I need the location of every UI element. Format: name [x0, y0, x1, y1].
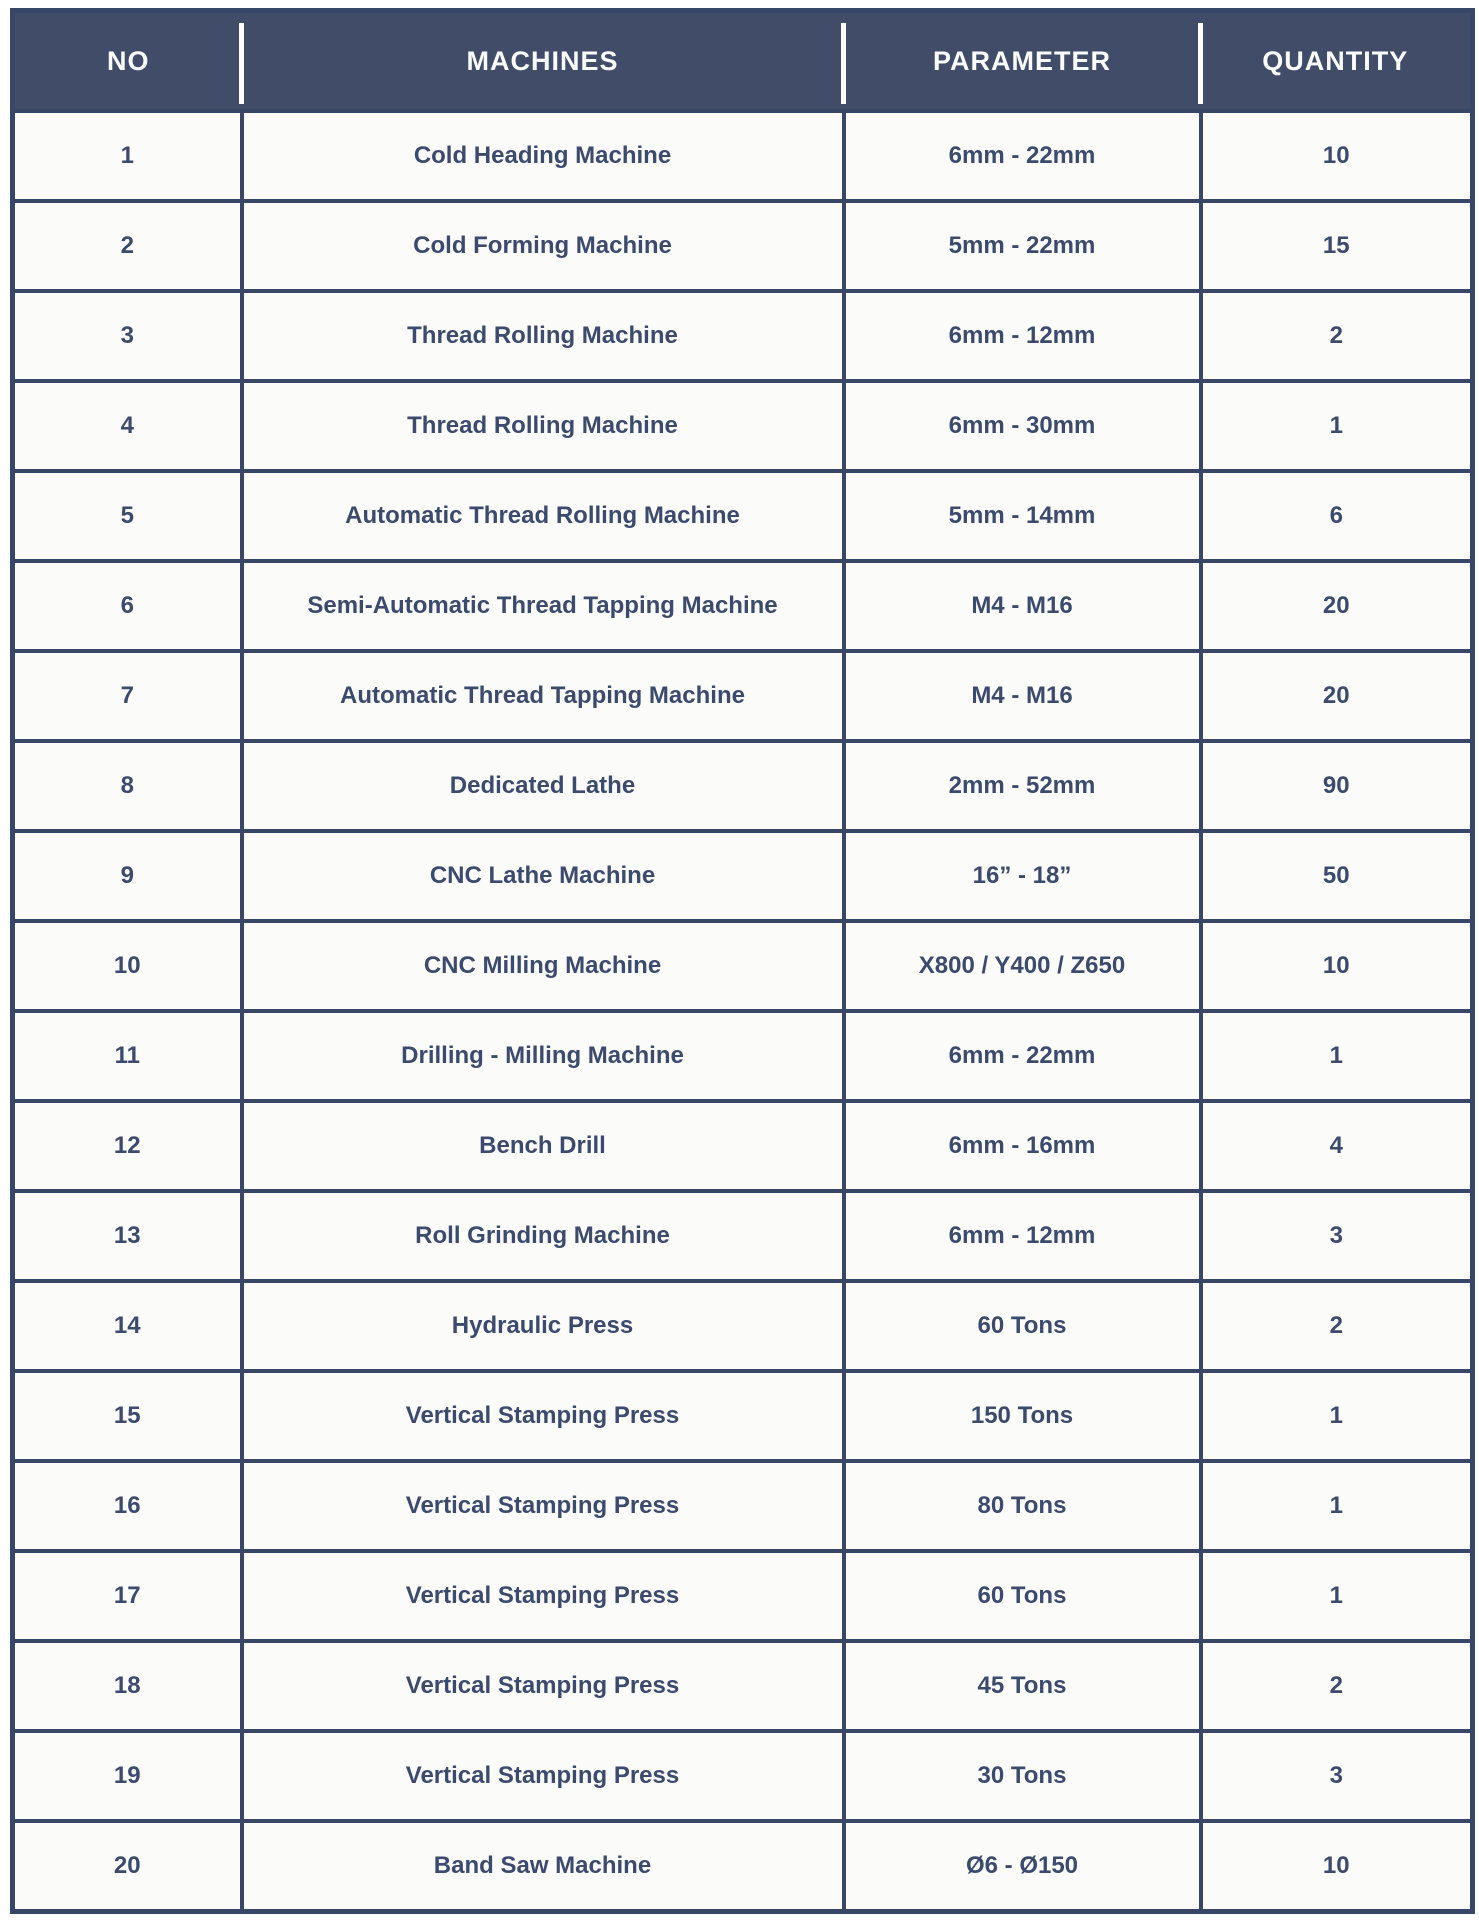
table-row — [13, 921, 1473, 1011]
table-row — [13, 741, 1473, 831]
row-machine-cell: Vertical Stamping Press — [242, 1641, 844, 1731]
table-row — [13, 201, 1473, 291]
row-quantity-cell: 2 — [1201, 1281, 1473, 1371]
header-cell-machines — [242, 11, 844, 112]
row-no-cell: 15 — [13, 1371, 242, 1461]
row-machine-cell: Thread Rolling Machine — [242, 291, 844, 381]
row-parameter-cell: 6mm - 22mm — [844, 111, 1201, 201]
row-quantity-cell: 3 — [1201, 1731, 1473, 1821]
row-quantity-cell: 15 — [1201, 201, 1473, 291]
row-machine-cell: Vertical Stamping Press — [242, 1371, 844, 1461]
table-row — [13, 1461, 1473, 1551]
row-no-cell: 3 — [13, 291, 242, 381]
header-cell-no — [13, 11, 242, 112]
table-row — [13, 1821, 1473, 1912]
row-quantity-cell: 1 — [1201, 1551, 1473, 1641]
table-row — [13, 1731, 1473, 1821]
row-no-cell: 6 — [13, 561, 242, 651]
header-divider — [841, 23, 846, 104]
table-row — [13, 1011, 1473, 1101]
row-parameter-cell: 6mm - 16mm — [844, 1101, 1201, 1191]
row-no-cell: 9 — [13, 831, 242, 921]
row-quantity-cell: 1 — [1201, 1461, 1473, 1551]
row-parameter-cell: 45 Tons — [844, 1641, 1201, 1731]
header-cell-quantity — [1201, 11, 1473, 112]
row-no-cell: 1 — [13, 111, 242, 201]
row-machine-cell: Cold Forming Machine — [242, 201, 844, 291]
row-quantity-cell: 10 — [1201, 111, 1473, 201]
row-quantity-cell: 4 — [1201, 1101, 1473, 1191]
row-machine-cell: Band Saw Machine — [242, 1821, 844, 1912]
row-quantity-cell: 1 — [1201, 381, 1473, 471]
row-quantity-cell: 6 — [1201, 471, 1473, 561]
row-parameter-cell: 6mm - 12mm — [844, 291, 1201, 381]
table-row — [13, 381, 1473, 471]
header-row — [13, 11, 1473, 112]
row-no-cell: 20 — [13, 1821, 242, 1912]
row-no-cell: 19 — [13, 1731, 242, 1821]
row-no-cell: 18 — [13, 1641, 242, 1731]
row-quantity-cell: 50 — [1201, 831, 1473, 921]
row-quantity-cell: 1 — [1201, 1011, 1473, 1101]
row-machine-cell: Vertical Stamping Press — [242, 1731, 844, 1821]
row-quantity-cell: 2 — [1201, 291, 1473, 381]
table-row — [13, 651, 1473, 741]
row-quantity-cell: 20 — [1201, 651, 1473, 741]
row-machine-cell: Roll Grinding Machine — [242, 1191, 844, 1281]
row-quantity-cell: 2 — [1201, 1641, 1473, 1731]
row-machine-cell: Dedicated Lathe — [242, 741, 844, 831]
table-row — [13, 1371, 1473, 1461]
row-no-cell: 5 — [13, 471, 242, 561]
row-machine-cell: Hydraulic Press — [242, 1281, 844, 1371]
row-no-cell: 8 — [13, 741, 242, 831]
table-row — [13, 561, 1473, 651]
row-parameter-cell: 2mm - 52mm — [844, 741, 1201, 831]
row-parameter-cell: Ø6 - Ø150 — [844, 1821, 1201, 1912]
header-label-machines: MACHINES — [466, 45, 619, 76]
row-quantity-cell: 1 — [1201, 1371, 1473, 1461]
table-row — [13, 831, 1473, 921]
row-parameter-cell: 60 Tons — [844, 1281, 1201, 1371]
table-row — [13, 1641, 1473, 1731]
row-no-cell: 14 — [13, 1281, 242, 1371]
row-parameter-cell: 5mm - 22mm — [844, 201, 1201, 291]
row-quantity-cell: 3 — [1201, 1191, 1473, 1281]
row-parameter-cell: M4 - M16 — [844, 561, 1201, 651]
row-machine-cell: CNC Lathe Machine — [242, 831, 844, 921]
row-machine-cell: Bench Drill — [242, 1101, 844, 1191]
row-machine-cell: Automatic Thread Rolling Machine — [242, 471, 844, 561]
header-divider — [239, 23, 244, 104]
row-no-cell: 2 — [13, 201, 242, 291]
row-machine-cell: Automatic Thread Tapping Machine — [242, 651, 844, 741]
table-row — [13, 1281, 1473, 1371]
machines-table — [10, 8, 1475, 1914]
row-quantity-cell: 10 — [1201, 921, 1473, 1011]
header-label-parameter: PARAMETER — [932, 45, 1111, 76]
row-no-cell: 4 — [13, 381, 242, 471]
table-row — [13, 291, 1473, 381]
row-parameter-cell: 150 Tons — [844, 1371, 1201, 1461]
row-quantity-cell: 20 — [1201, 561, 1473, 651]
row-parameter-cell: 6mm - 22mm — [844, 1011, 1201, 1101]
row-machine-cell: Thread Rolling Machine — [242, 381, 844, 471]
table-row — [13, 1191, 1473, 1281]
row-parameter-cell: 80 Tons — [844, 1461, 1201, 1551]
row-parameter-cell: 30 Tons — [844, 1731, 1201, 1821]
header-cell-parameter — [844, 11, 1201, 112]
row-parameter-cell: 6mm - 30mm — [844, 381, 1201, 471]
row-no-cell: 10 — [13, 921, 242, 1011]
row-no-cell: 7 — [13, 651, 242, 741]
row-machine-cell: Semi-Automatic Thread Tapping Machine — [242, 561, 844, 651]
row-machine-cell: Vertical Stamping Press — [242, 1461, 844, 1551]
row-no-cell: 11 — [13, 1011, 242, 1101]
header-divider — [1198, 23, 1203, 104]
row-quantity-cell: 90 — [1201, 741, 1473, 831]
row-parameter-cell: 16” - 18” — [844, 831, 1201, 921]
row-parameter-cell: 60 Tons — [844, 1551, 1201, 1641]
row-parameter-cell: 5mm - 14mm — [844, 471, 1201, 561]
header-label-no: NO — [107, 45, 150, 76]
row-parameter-cell: 6mm - 12mm — [844, 1191, 1201, 1281]
row-no-cell: 17 — [13, 1551, 242, 1641]
row-no-cell: 13 — [13, 1191, 242, 1281]
row-quantity-cell: 10 — [1201, 1821, 1473, 1912]
row-parameter-cell: X800 / Y400 / Z650 — [844, 921, 1201, 1011]
table-row — [13, 471, 1473, 561]
table-row — [13, 1101, 1473, 1191]
header-label-quantity: QUANTITY — [1262, 45, 1409, 76]
row-machine-cell: Cold Heading Machine — [242, 111, 844, 201]
row-machine-cell: Drilling - Milling Machine — [242, 1011, 844, 1101]
row-no-cell: 16 — [13, 1461, 242, 1551]
row-machine-cell: CNC Milling Machine — [242, 921, 844, 1011]
table-row — [13, 1551, 1473, 1641]
row-no-cell: 12 — [13, 1101, 242, 1191]
table-row — [13, 111, 1473, 201]
row-machine-cell: Vertical Stamping Press — [242, 1551, 844, 1641]
row-parameter-cell: M4 - M16 — [844, 651, 1201, 741]
